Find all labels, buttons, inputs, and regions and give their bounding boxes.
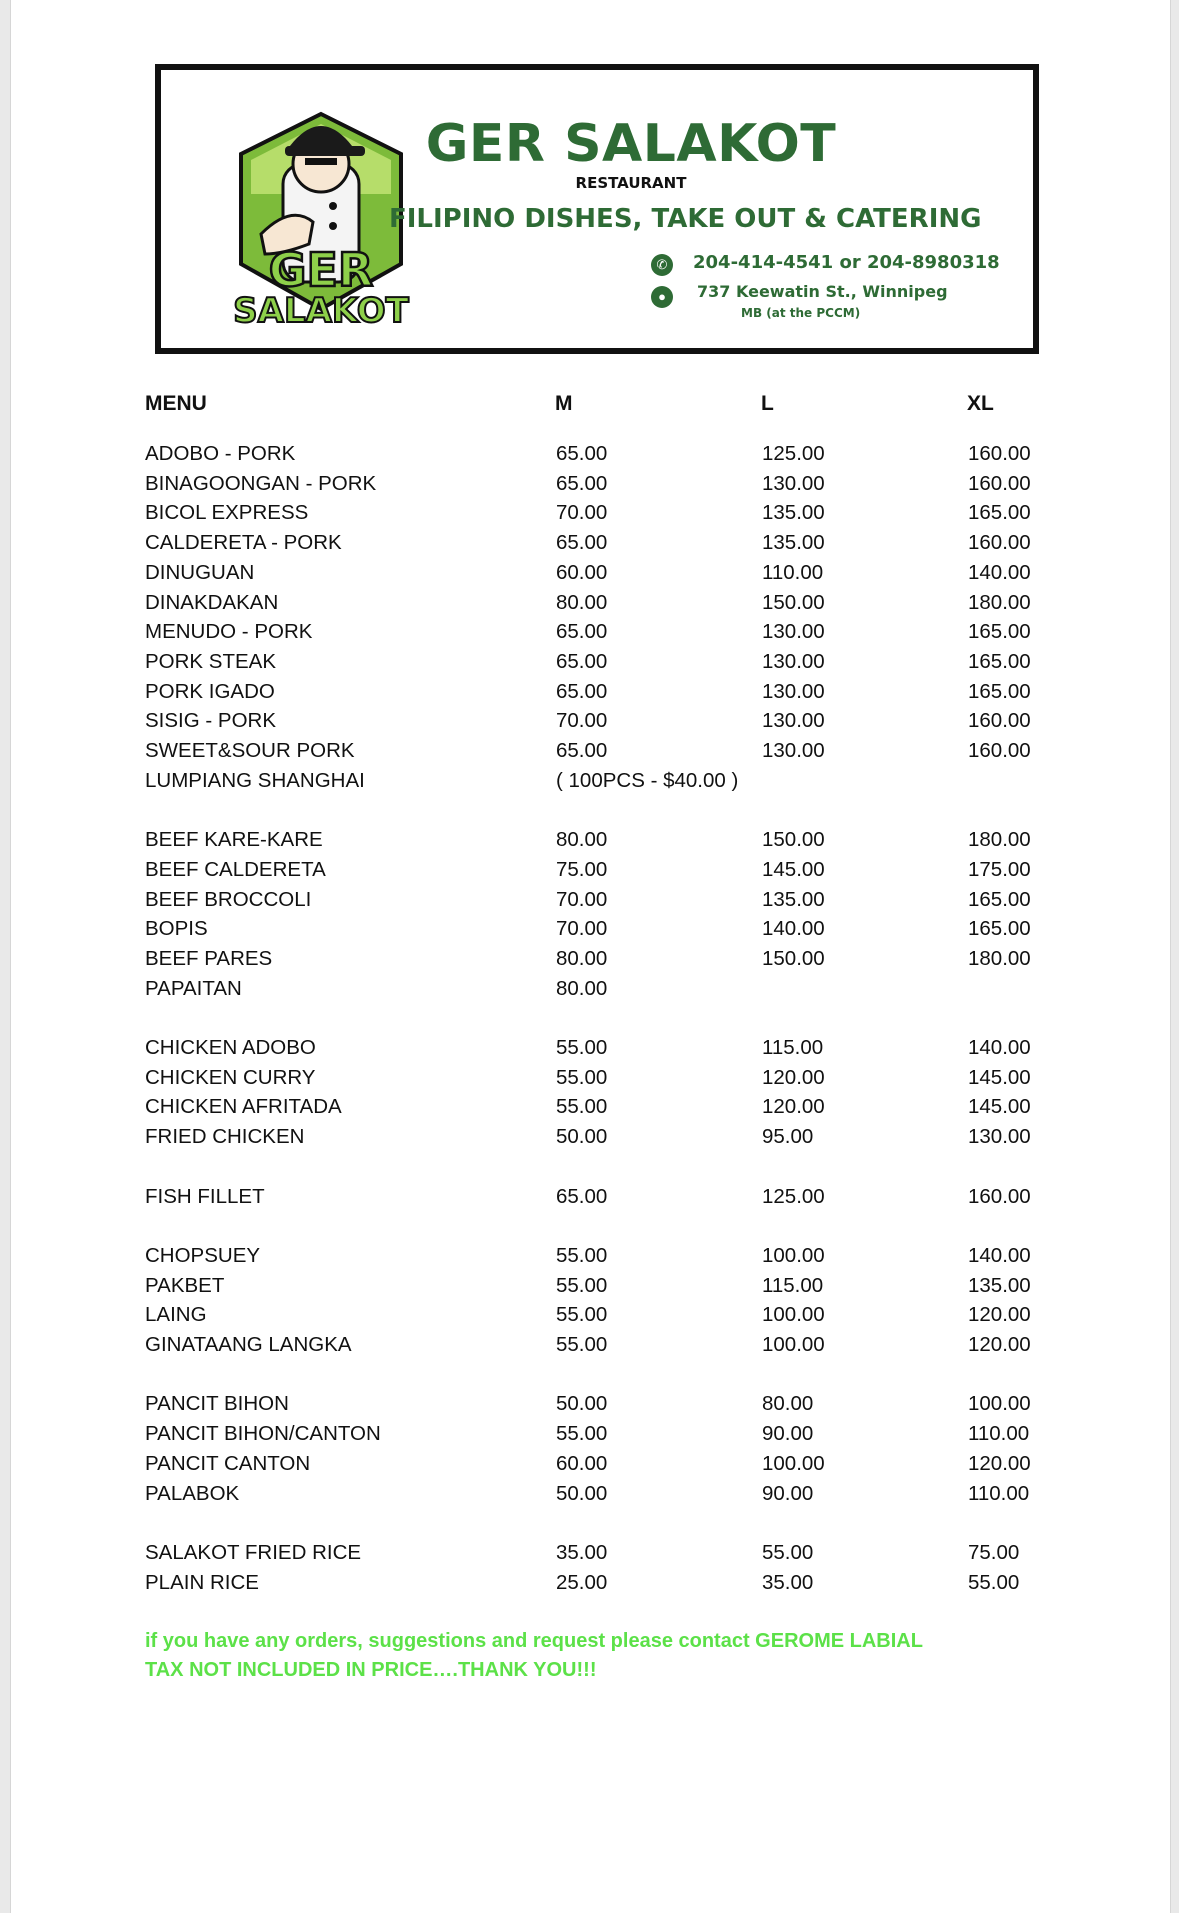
price-xl: 165.00 [968, 679, 1031, 703]
menu-row [11, 739, 1170, 769]
price-xl: 145.00 [968, 1065, 1031, 1089]
price-l: 100.00 [762, 1333, 825, 1356]
menu-row [11, 472, 1170, 502]
price-l: 100.00 [762, 1303, 825, 1327]
price-m: 55.00 [556, 1273, 608, 1297]
restaurant-subtitle: RESTAURANT [575, 174, 687, 192]
item-name: SISIG - PORK [145, 709, 276, 733]
item-name: PANCIT BIHON/CANTON [145, 1422, 381, 1446]
footer-tax-note: TAX NOT INCLUDED IN PRICE….THANK YOU!!! [145, 1659, 597, 1681]
price-l: 150.00 [762, 590, 825, 614]
price-m: 55.00 [556, 1095, 608, 1119]
header-m: M [555, 392, 573, 415]
item-name: PORK STEAK [145, 649, 277, 673]
price-xl: 130.00 [968, 1125, 1031, 1149]
item-name: ADOBO - PORK [145, 442, 296, 465]
restaurant-tagline: FILIPINO DISHES, TAKE OUT & CATERING [389, 204, 982, 234]
item-name: GINATAANG LANGKA [145, 1333, 352, 1356]
menu-row [11, 561, 1170, 591]
price-l: 135.00 [762, 501, 825, 525]
menu-page [10, 0, 1171, 1913]
item-name: BEEF CALDERETA [145, 857, 326, 881]
price-m: 65.00 [556, 620, 608, 644]
price-xl: 120.00 [968, 1303, 1031, 1327]
price-m: 50.00 [556, 1392, 608, 1416]
price-l: 80.00 [762, 1392, 814, 1416]
restaurant-name: GER SALAKOT [425, 114, 837, 174]
price-xl: 165.00 [968, 887, 1031, 911]
item-name: LUMPIANG SHANGHAI [145, 768, 365, 792]
menu-row [11, 650, 1170, 680]
item-name: BINAGOONGAN - PORK [145, 471, 377, 495]
price-m: 60.00 [556, 1451, 608, 1475]
price-m: 55.00 [556, 1243, 608, 1267]
price-xl: 165.00 [968, 501, 1031, 525]
price-xl: 110.00 [968, 1481, 1030, 1505]
price-xl: 140.00 [968, 1243, 1031, 1267]
menu-row [11, 1452, 1170, 1482]
price-xl: 180.00 [968, 828, 1031, 852]
price-xl: 75.00 [968, 1540, 1020, 1564]
price-xl: 120.00 [968, 1333, 1031, 1356]
phone-icon: ✆ [651, 254, 673, 276]
price-l: 115.00 [762, 1273, 824, 1297]
price-xl: 160.00 [968, 739, 1031, 762]
menu-row [11, 1541, 1170, 1571]
menu-row [11, 501, 1170, 531]
price-l: 130.00 [762, 471, 825, 495]
price-l: 130.00 [762, 709, 825, 733]
price-xl: 160.00 [968, 471, 1031, 495]
price-l: 110.00 [762, 560, 824, 584]
menu-row [11, 1066, 1170, 1096]
menu-row [11, 680, 1170, 710]
price-m: 25.00 [556, 1570, 608, 1594]
item-name: BEEF KARE-KARE [145, 828, 323, 852]
price-xl: 180.00 [968, 590, 1031, 614]
price-xl: 110.00 [968, 1422, 1030, 1446]
price-m: 65.00 [556, 531, 608, 555]
logo-text-salakot: SALAKOT [233, 291, 409, 331]
menu-header-row [11, 392, 1170, 422]
item-name: BOPIS [145, 917, 208, 941]
menu-row [11, 917, 1170, 947]
item-name: PORK IGADO [145, 679, 275, 703]
price-xl: 100.00 [968, 1392, 1031, 1416]
item-name: BICOL EXPRESS [145, 501, 309, 525]
menu-row [11, 1422, 1170, 1452]
price-l: 90.00 [762, 1422, 814, 1446]
price-m: 70.00 [556, 709, 608, 733]
address-line2: MB (at the PCCM) [741, 306, 861, 320]
item-name: PAPAITAN [145, 976, 242, 1000]
item-name: BEEF BROCCOLI [145, 887, 312, 911]
price-l: 125.00 [762, 1184, 825, 1208]
address-line1: 737 Keewatin St., Winnipeg [697, 282, 948, 301]
menu-row [11, 888, 1170, 918]
menu-row [11, 1392, 1170, 1422]
price-m: 80.00 [556, 828, 608, 852]
logo-text-ger: GER [268, 243, 374, 297]
menu-row [11, 947, 1170, 977]
price-l: 130.00 [762, 679, 825, 703]
menu-row [11, 1571, 1170, 1601]
menu-row [11, 709, 1170, 739]
price-l: 135.00 [762, 887, 825, 911]
price-l: 115.00 [762, 1036, 824, 1059]
item-name: DINUGUAN [145, 560, 255, 584]
item-name: FRIED CHICKEN [145, 1125, 305, 1149]
price-l: 150.00 [762, 828, 825, 852]
price-l: 130.00 [762, 649, 825, 673]
price-m: 50.00 [556, 1125, 608, 1149]
price-m: 70.00 [556, 501, 608, 525]
price-xl: 145.00 [968, 1095, 1031, 1119]
price-m: 65.00 [556, 649, 608, 673]
menu-row [11, 828, 1170, 858]
price-m: 80.00 [556, 976, 608, 1000]
menu-row [11, 1185, 1170, 1215]
price-l: 135.00 [762, 531, 825, 555]
item-name: LAING [145, 1303, 207, 1327]
price-xl: 165.00 [968, 649, 1031, 673]
menu-row [11, 1274, 1170, 1304]
price-l: 150.00 [762, 946, 825, 970]
price-m: 55.00 [556, 1422, 608, 1446]
price-l: 120.00 [762, 1095, 825, 1119]
item-name: CHICKEN CURRY [145, 1065, 316, 1089]
price-m: 55.00 [556, 1065, 608, 1089]
header-l: L [761, 392, 774, 415]
item-name: FISH FILLET [145, 1184, 265, 1208]
price-l: 95.00 [762, 1125, 814, 1149]
price-note: ( 100PCS - $40.00 ) [556, 768, 739, 792]
price-xl: 180.00 [968, 946, 1031, 970]
menu-row [11, 531, 1170, 561]
menu-row [11, 1036, 1170, 1066]
menu-row [11, 858, 1170, 888]
item-name: PANCIT BIHON [145, 1392, 289, 1416]
item-name: CHICKEN AFRITADA [145, 1095, 342, 1119]
item-name: CALDERETA - PORK [145, 531, 342, 555]
price-l: 55.00 [762, 1540, 814, 1564]
item-name: PAKBET [145, 1273, 225, 1297]
item-name: MENUDO - PORK [145, 620, 313, 644]
item-name: BEEF PARES [145, 946, 273, 970]
item-name: PANCIT CANTON [145, 1451, 311, 1475]
price-m: 60.00 [556, 560, 608, 584]
price-xl: 165.00 [968, 917, 1031, 941]
menu-row [11, 769, 1170, 799]
menu-row [11, 1303, 1170, 1333]
price-xl: 160.00 [968, 442, 1031, 465]
price-l: 120.00 [762, 1065, 825, 1089]
price-l: 140.00 [762, 917, 825, 941]
price-xl: 140.00 [968, 1036, 1031, 1059]
price-m: 50.00 [556, 1481, 608, 1505]
menu-row [11, 620, 1170, 650]
item-name: CHICKEN ADOBO [145, 1036, 316, 1059]
price-xl: 165.00 [968, 620, 1031, 644]
price-xl: 120.00 [968, 1451, 1031, 1475]
price-m: 65.00 [556, 679, 608, 703]
menu-row [11, 977, 1170, 1007]
price-m: 55.00 [556, 1333, 608, 1356]
price-l: 130.00 [762, 739, 825, 762]
price-m: 80.00 [556, 946, 608, 970]
item-name: PLAIN RICE [145, 1570, 259, 1594]
item-name: SALAKOT FRIED RICE [145, 1540, 362, 1564]
price-m: 65.00 [556, 1184, 608, 1208]
item-name: SWEET&SOUR PORK [145, 739, 355, 762]
price-l: 35.00 [762, 1570, 814, 1594]
menu-row [11, 1333, 1170, 1363]
restaurant-banner [155, 64, 1039, 354]
price-l: 130.00 [762, 620, 825, 644]
menu-row [11, 1482, 1170, 1512]
price-xl: 160.00 [968, 709, 1031, 733]
price-m: 35.00 [556, 1540, 608, 1564]
price-xl: 175.00 [968, 857, 1031, 881]
price-l: 100.00 [762, 1243, 825, 1267]
price-l: 125.00 [762, 442, 825, 465]
price-xl: 55.00 [968, 1570, 1020, 1594]
price-m: 70.00 [556, 917, 608, 941]
item-name: PALABOK [145, 1481, 240, 1505]
price-m: 65.00 [556, 739, 608, 762]
price-xl: 160.00 [968, 531, 1031, 555]
price-xl: 140.00 [968, 560, 1031, 584]
phone-numbers: 204-414-4541 or 204-8980318 [693, 252, 1000, 273]
price-l: 145.00 [762, 857, 825, 881]
menu-row [11, 1244, 1170, 1274]
item-name: CHOPSUEY [145, 1243, 261, 1267]
item-name: DINAKDAKAN [145, 590, 279, 614]
header-xl: XL [967, 392, 994, 415]
price-m: 55.00 [556, 1036, 608, 1059]
price-xl: 160.00 [968, 1184, 1031, 1208]
price-m: 65.00 [556, 471, 608, 495]
header-menu: MENU [145, 392, 207, 415]
price-xl: 135.00 [968, 1273, 1031, 1297]
footer-contact-note: if you have any orders, suggestions and request please contact GEROME LABIAL [145, 1630, 923, 1652]
location-pin-icon: ● [651, 286, 673, 308]
price-l: 100.00 [762, 1451, 825, 1475]
price-m: 65.00 [556, 442, 608, 465]
menu-row [11, 442, 1170, 472]
menu-row [11, 1095, 1170, 1125]
menu-row [11, 1125, 1170, 1155]
price-l: 90.00 [762, 1481, 814, 1505]
price-m: 70.00 [556, 887, 608, 911]
price-m: 80.00 [556, 590, 608, 614]
price-m: 75.00 [556, 857, 608, 881]
price-m: 55.00 [556, 1303, 608, 1327]
menu-row [11, 591, 1170, 621]
